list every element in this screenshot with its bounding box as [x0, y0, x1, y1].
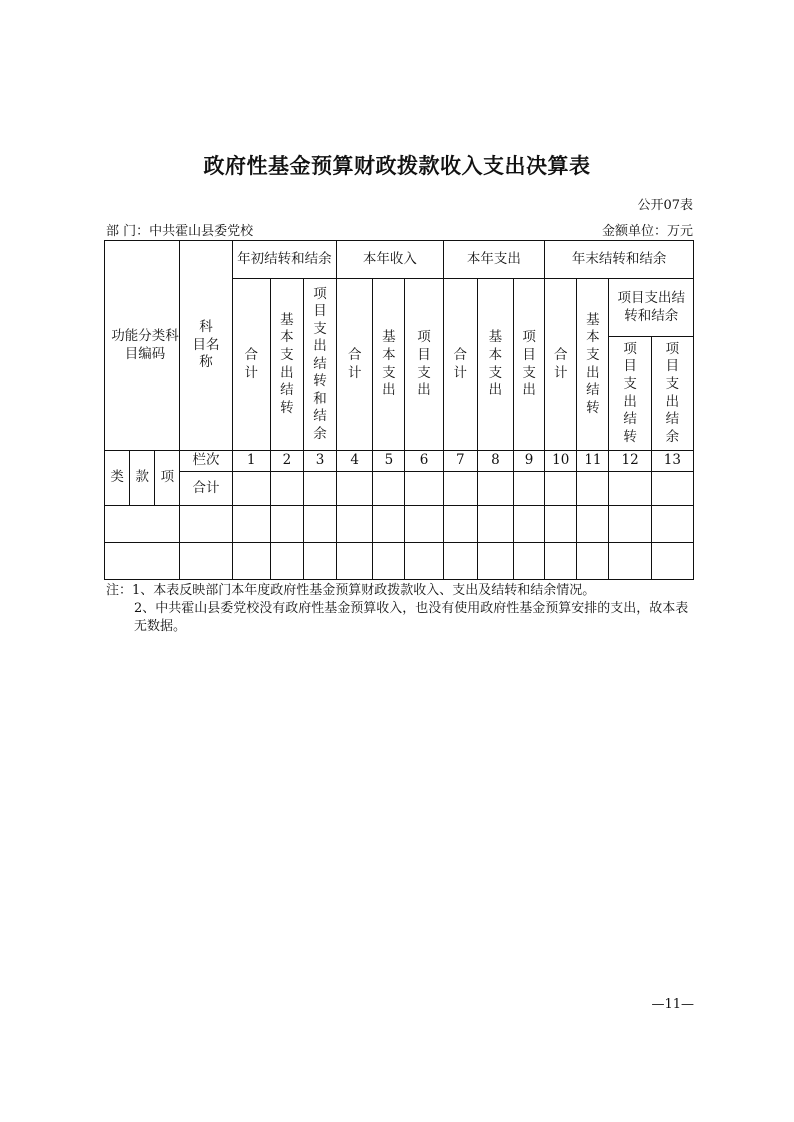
table-cell	[337, 472, 373, 506]
end-basic-header: 基本支出结转	[577, 279, 609, 451]
expense-basic-header: 基本支出	[477, 279, 513, 451]
end-proj-balance-header: 项目支出结余	[651, 337, 693, 451]
table-cell	[232, 472, 270, 506]
col-number: 13	[651, 451, 693, 472]
income-header: 本年收入	[337, 241, 444, 279]
budget-table	[104, 240, 694, 580]
end-total-header: 合计	[545, 279, 577, 451]
form-number: 公开07表	[637, 198, 693, 213]
col-number: 1	[232, 451, 270, 472]
table-cell	[303, 472, 336, 506]
table-row	[105, 506, 694, 543]
col-number: 8	[477, 451, 513, 472]
expense-project-header: 项目支出	[514, 279, 545, 451]
col-number: 6	[405, 451, 443, 472]
end-balance-header: 年末结转和结余	[545, 241, 694, 279]
begin-basic-header: 基本支出结转	[270, 279, 303, 451]
unit-label: 金额单位：万元	[601, 224, 693, 239]
table-cell	[651, 472, 693, 506]
expense-header: 本年支出	[443, 241, 545, 279]
end-proj-carry-header: 项目支出结转	[609, 337, 651, 451]
page-title: 政府性基金预算财政拨款收入支出决算表	[203, 154, 591, 178]
col-number: 4	[337, 451, 373, 472]
col-number: 10	[545, 451, 577, 472]
subject-name-header: 科 目名称	[180, 241, 232, 451]
begin-total-header: 合计	[232, 279, 270, 451]
table-cell	[577, 472, 609, 506]
end-project-header: 项目支出结转和结余	[609, 279, 694, 337]
col-number: 12	[609, 451, 651, 472]
table-cell	[545, 472, 577, 506]
row-index-label: 栏次	[180, 451, 232, 472]
table-cell	[609, 472, 651, 506]
section-header: 款	[130, 451, 155, 506]
col-number: 2	[270, 451, 303, 472]
expense-total-header: 合计	[443, 279, 477, 451]
income-total-header: 合计	[337, 279, 373, 451]
table-cell	[405, 472, 443, 506]
begin-project-header: 项目支出结转和结余	[303, 279, 336, 451]
item-header: 项	[155, 451, 180, 506]
income-basic-header: 基本支出	[373, 279, 405, 451]
table-cell	[443, 472, 477, 506]
page-number: —11—	[651, 997, 694, 1012]
income-project-header: 项目支出	[405, 279, 443, 451]
col-number: 5	[373, 451, 405, 472]
class-header: 类	[105, 451, 130, 506]
table-cell	[270, 472, 303, 506]
col-number: 7	[443, 451, 477, 472]
note-2: 2、中共霍山县委党校没有政府性基金预算收入，也没有使用政府性基金预算安排的支出，故本表无数据。	[134, 601, 689, 634]
col-number: 11	[577, 451, 609, 472]
table-cell	[477, 472, 513, 506]
table-cell	[514, 472, 545, 506]
note-1: 注：1、本表反映部门本年度政府性基金预算财政拨款收入、支出及结转和结余情况。	[106, 583, 596, 598]
department-label: 部 门：中共霍山县委党校	[106, 224, 254, 239]
begin-balance-header: 年初结转和结余	[232, 241, 337, 279]
notes	[106, 582, 696, 636]
table-cell	[373, 472, 405, 506]
func-code-header: 功能分类科目编码	[105, 241, 180, 451]
total-row-label: 合计	[180, 472, 232, 506]
col-number: 9	[514, 451, 545, 472]
col-number: 3	[303, 451, 336, 472]
table-row	[105, 543, 694, 580]
